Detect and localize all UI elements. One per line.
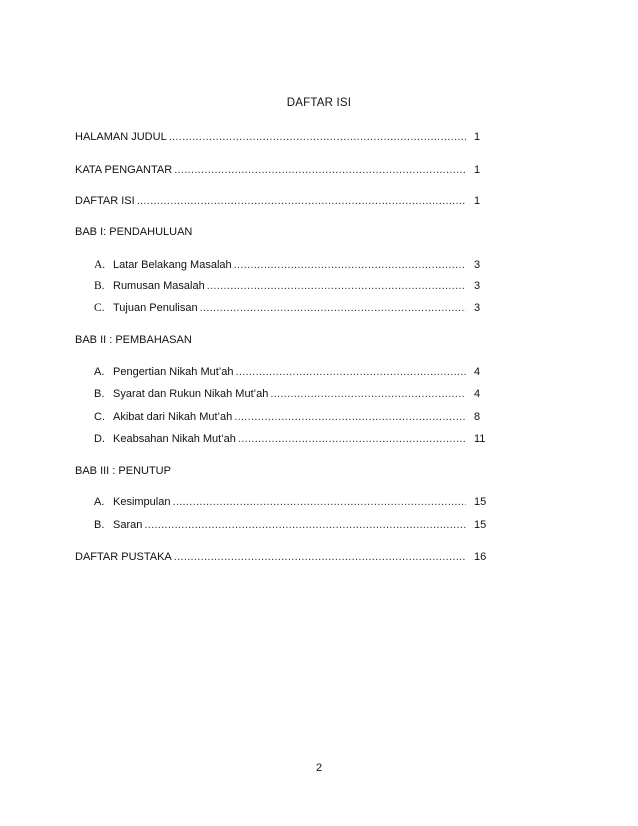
toc-entry-page: 16 bbox=[474, 551, 487, 563]
toc-subentry-label: Kesimpulan bbox=[113, 496, 171, 508]
toc-subentry-label: Syarat dan Rukun Nikah Mut’ah bbox=[113, 388, 269, 400]
toc-subentry-letter: B. bbox=[94, 388, 105, 400]
dot-leader bbox=[200, 301, 466, 315]
dot-leader bbox=[137, 194, 466, 208]
dot-leader bbox=[207, 279, 466, 293]
toc-subentry-pengertian bbox=[94, 365, 488, 379]
dot-leader bbox=[174, 163, 466, 177]
toc-subentry-label: Akibat dari Nikah Mut’ah bbox=[113, 411, 233, 423]
toc-subentry-page: 8 bbox=[474, 411, 481, 423]
dot-leader bbox=[270, 387, 466, 401]
bab3-heading: BAB III : PENUTUP bbox=[75, 465, 171, 477]
toc-subentry-latar-belakang bbox=[94, 258, 488, 272]
toc-subentry-letter: A. bbox=[94, 259, 106, 271]
toc-subentry-page: 15 bbox=[474, 519, 487, 531]
dot-leader bbox=[174, 550, 466, 564]
bab2-heading: BAB II : PEMBAHASAN bbox=[75, 334, 192, 346]
toc-entry-kata-pengantar bbox=[75, 163, 488, 177]
toc-subentry-letter: C. bbox=[94, 302, 105, 314]
toc-subentry-page: 3 bbox=[474, 302, 481, 314]
toc-entry-page: 1 bbox=[474, 164, 481, 176]
toc-subentry-letter: A. bbox=[94, 496, 105, 508]
toc-subentry-letter: B. bbox=[94, 519, 105, 531]
toc-entry-daftar-pustaka bbox=[75, 550, 488, 564]
toc-subentry-page: 11 bbox=[474, 433, 486, 445]
toc-entry-label: DAFTAR PUSTAKA bbox=[75, 551, 172, 563]
toc-subentry-tujuan-penulisan bbox=[94, 301, 488, 315]
toc-subentry-keabsahan bbox=[94, 432, 488, 446]
toc-subentry-label: Keabsahan Nikah Mut’ah bbox=[113, 433, 236, 445]
toc-subentry-label: Rumusan Masalah bbox=[113, 280, 205, 292]
toc-subentry-page: 3 bbox=[474, 280, 481, 292]
dot-leader bbox=[234, 258, 466, 272]
page-number: 2 bbox=[315, 762, 323, 774]
toc-subentry-page: 4 bbox=[474, 366, 481, 378]
toc-subentry-label: Latar Belakang Masalah bbox=[113, 259, 232, 271]
toc-title: DAFTAR ISI bbox=[286, 97, 352, 109]
toc-subentry-label: Saran bbox=[113, 519, 143, 531]
toc-entry-label: DAFTAR ISI bbox=[75, 195, 135, 207]
toc-entry-page: 1 bbox=[474, 195, 481, 207]
toc-subentry-letter: B. bbox=[94, 280, 105, 292]
toc-subentry-label: Tujuan Penulisan bbox=[113, 302, 198, 314]
toc-subentry-letter: C. bbox=[94, 411, 105, 423]
dot-leader bbox=[169, 130, 466, 144]
toc-subentry-saran bbox=[94, 518, 488, 532]
toc-subentry-rumusan-masalah bbox=[94, 279, 488, 293]
toc-subentry-page: 4 bbox=[474, 388, 481, 400]
dot-leader bbox=[235, 365, 466, 379]
dot-leader bbox=[238, 432, 466, 446]
toc-entry-daftar-isi bbox=[75, 194, 488, 208]
toc-subentry-akibat bbox=[94, 410, 488, 424]
toc-subentry-letter: A. bbox=[94, 366, 105, 378]
toc-subentry-kesimpulan bbox=[94, 495, 488, 509]
toc-subentry-page: 15 bbox=[474, 496, 487, 508]
dot-leader bbox=[234, 410, 466, 424]
toc-entry-label: HALAMAN JUDUL bbox=[75, 131, 167, 143]
toc-subentry-label: Pengertian Nikah Mut’ah bbox=[113, 366, 234, 378]
dot-leader bbox=[172, 495, 466, 509]
bab1-heading: BAB I: PENDAHULUAN bbox=[75, 226, 193, 238]
toc-subentry-syarat-rukun bbox=[94, 387, 488, 401]
toc-subentry-letter: D. bbox=[94, 433, 105, 445]
toc-subentry-page: 3 bbox=[474, 259, 481, 271]
toc-entry-page: 1 bbox=[474, 131, 481, 143]
dot-leader bbox=[144, 518, 466, 532]
toc-entry-label: KATA PENGANTAR bbox=[75, 164, 173, 176]
toc-entry-halaman-judul bbox=[75, 130, 488, 144]
